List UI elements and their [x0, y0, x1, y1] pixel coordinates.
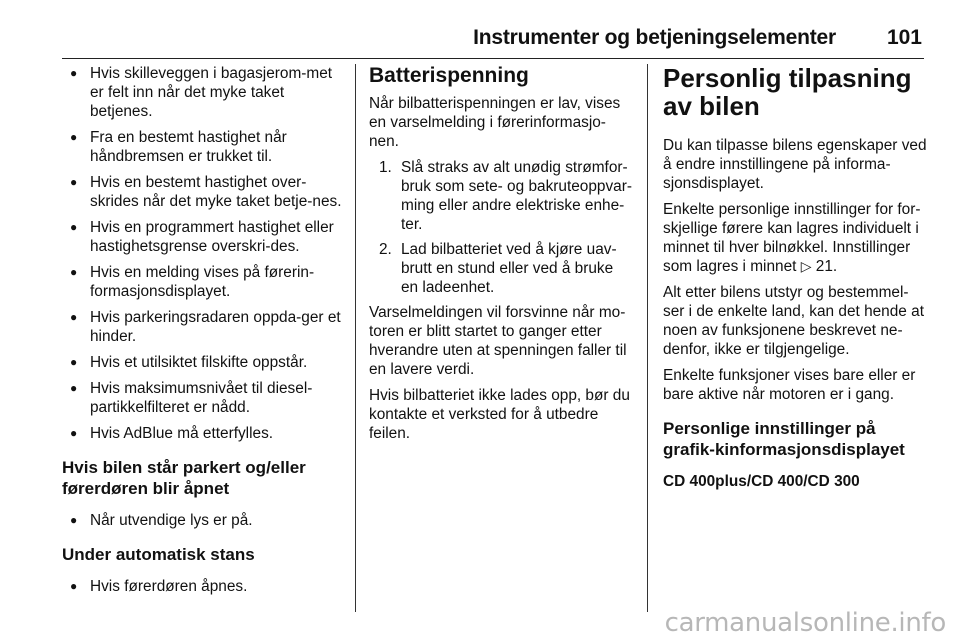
paragraph-text: Enkelte personlige innstillinger for for-skjellige førere kan lagres individuelt i minnet til hver bilnøkkel. Innstillinger som lagres i minnet: [663, 201, 921, 275]
column-left: [62, 64, 347, 603]
step-text: Lad bilbatteriet ved å kjøre uav-brutt en stund eller ved å bruke en ladeenhet.: [401, 241, 617, 296]
section-heading-personalization: Personlig tilpasning av bilen: [663, 63, 912, 121]
page-title: Instrumenter og betjeningselementer: [473, 26, 836, 49]
column-middle: [369, 64, 634, 450]
personalization-paragraph: Alt etter bilens utstyr og bestemmel-ser i de enkelte land, kan det hende at noen av funksjonene beskrevet ne-denfor, ikke er tilgjengelige.: [663, 284, 924, 358]
column-divider: [647, 64, 648, 612]
section-heading-battery: Batterispenning: [369, 64, 529, 87]
section-heading-autostop: Under automatisk stans: [62, 545, 255, 564]
page-reference[interactable]: 21.: [815, 258, 838, 275]
autostop-conditions-list: [62, 577, 347, 596]
list-item: [369, 240, 634, 297]
battery-steps: [369, 158, 634, 297]
section-heading-parked: Hvis bilen står parkert og/eller førerdøren blir åpnet: [62, 458, 306, 498]
subsection-heading: Personlige innstillinger på grafik-kinformasjonsdisplayet: [663, 419, 905, 459]
list-item: ● Hvis skilleveggen i bagasjerom-met er felt inn når det myke taket betjenes.: [62, 64, 347, 121]
watermark: carmanualsonline.info: [664, 608, 946, 638]
list-item: ● Hvis en bestemt hastighet over-skrides når det myke taket betje-nes.: [62, 173, 347, 211]
list-item: ● Hvis maksimumsnivået til diesel-partikkelfilteret er nådd.: [62, 379, 347, 417]
list-item: ● Hvis et utilsiktet filskifte oppstår.: [62, 353, 347, 372]
list-item: ● Hvis en melding vises på førerin-formasjonsdisplayet.: [62, 263, 347, 301]
list-item: ● Fra en bestemt hastighet når håndbremsen er trukket til.: [62, 128, 347, 166]
step-number: 2.: [379, 241, 392, 258]
warning-conditions-list: [62, 64, 347, 443]
battery-paragraph: Varselmeldingen vil forsvinne når mo-toren er blitt startet to ganger etter hverandre uten at spenningen faller til en lavere verdi.: [369, 304, 627, 378]
list-item: ● Når utvendige lys er på.: [62, 511, 347, 530]
column-right: [663, 64, 928, 491]
column-divider: [355, 64, 356, 612]
list-item: [369, 158, 634, 234]
xref-arrow-icon: ▷: [800, 258, 812, 274]
personalization-paragraph: Du kan tilpasse bilens egenskaper ved å endre innstillingene på informa-sjonsdisplayet.: [663, 137, 927, 192]
parked-conditions-list: [62, 511, 347, 530]
step-text: Slå straks av alt unødig strømfor-bruk som sete- og bakruteoppvar-ming eller andre elektriske enhe-ter.: [401, 159, 632, 233]
page-number: 101: [886, 26, 922, 49]
step-number: 1.: [379, 159, 392, 176]
personalization-paragraph: [663, 200, 928, 276]
list-item: ● Hvis parkeringsradaren oppda-ger et hinder.: [62, 308, 347, 346]
battery-paragraph: Hvis bilbatteriet ikke lades opp, bør du kontakte et verksted for å utbedre feilen.: [369, 387, 630, 442]
list-item: ● Hvis førerdøren åpnes.: [62, 577, 347, 596]
model-heading: CD 400plus/CD 400/CD 300: [663, 473, 860, 490]
page-header: [62, 22, 924, 59]
list-item: ● Hvis en programmert hastighet eller hastighetsgrense overskri-des.: [62, 218, 347, 256]
battery-intro: Når bilbatterispenningen er lav, vises en varselmelding i førerinformasjo-nen.: [369, 95, 621, 150]
list-item: ● Hvis AdBlue må etterfylles.: [62, 424, 347, 443]
personalization-paragraph: Enkelte funksjoner vises bare eller er bare aktive når motoren er i gang.: [663, 367, 916, 403]
